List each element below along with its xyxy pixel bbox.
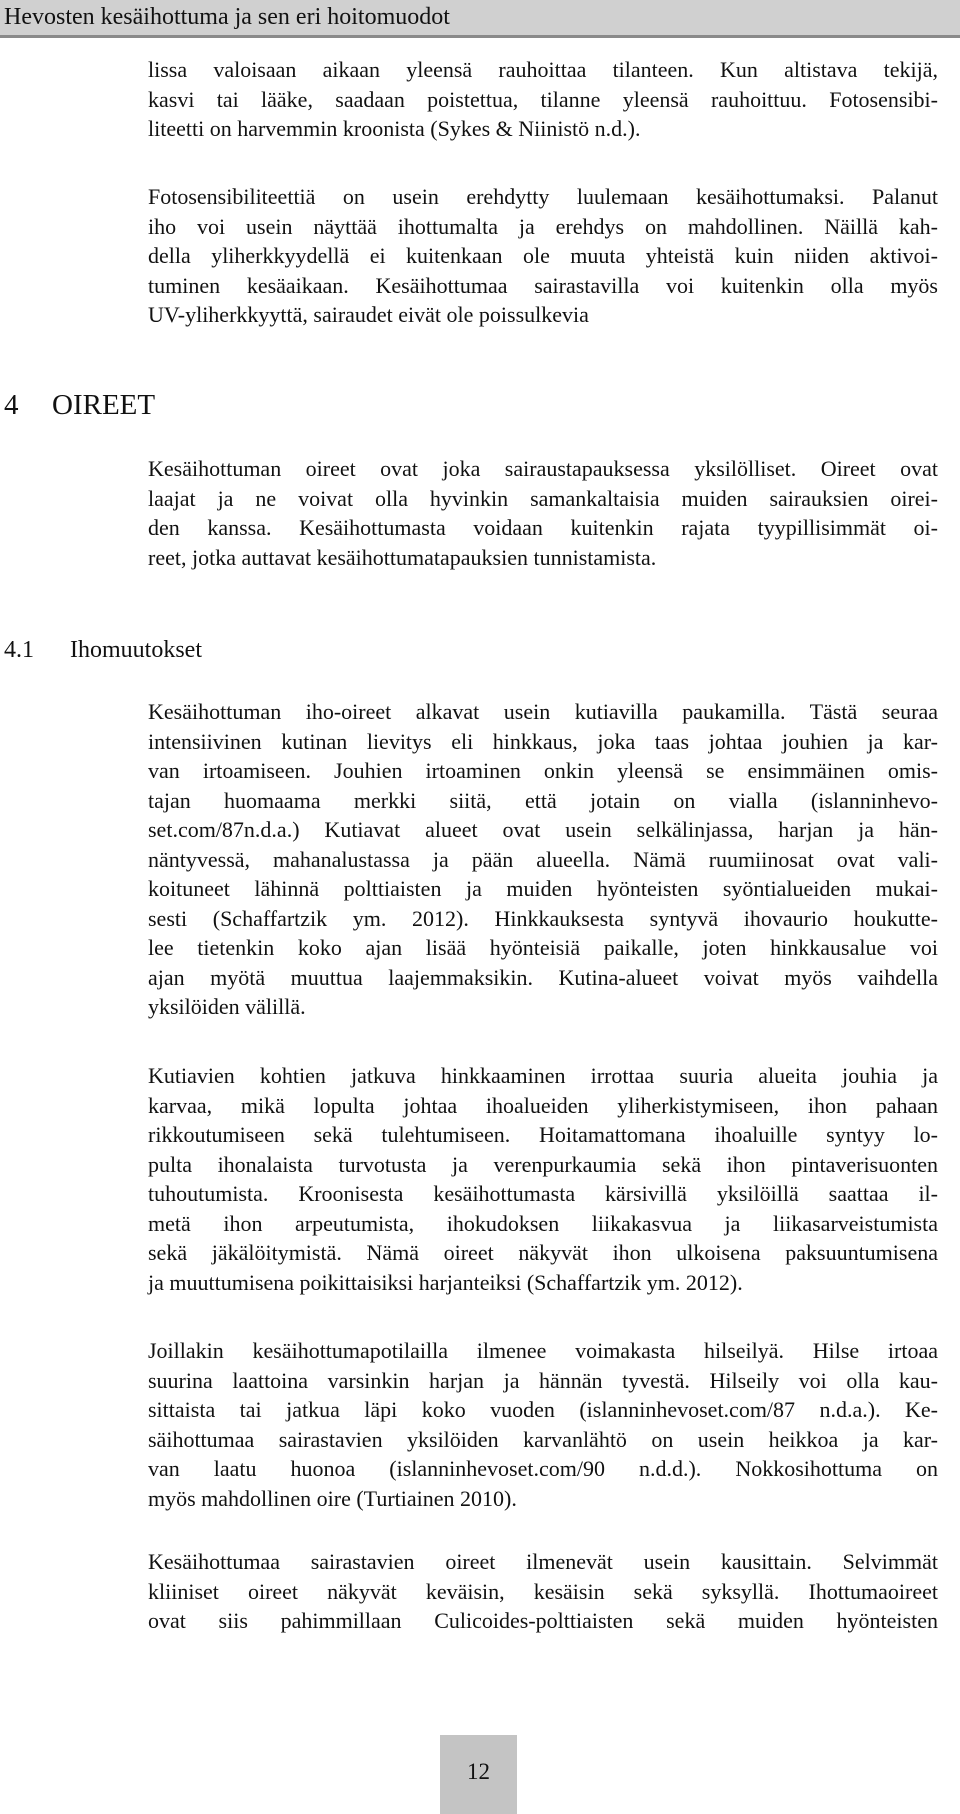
text-line: sesti (Schaffartzik ym. 2012). Hinkkauksesta syntyvä ihovaurio houkutte-: [148, 905, 938, 931]
text-line: suurina laattoina varsinkin harjan ja hännän tyvestä. Hilseily voi olla kau-: [148, 1367, 938, 1393]
text-line: reet, jotka auttavat kesäihottumatapauksien tunnistamista.: [148, 544, 657, 570]
body-paragraph: [148, 55, 938, 144]
text-line: sittaista tai jatkua läpi koko vuoden (islanninhevoset.com/87 n.d.a.). Ke-: [148, 1397, 938, 1422]
text-line: UV-yliherkkyyttä, sairaudet eivät ole poissulkevia: [148, 302, 589, 327]
text-line: ajan myötä muuttua laajemmaksikin. Kutina-alueet voivat myös vaihdella: [148, 964, 938, 990]
text-line: Kesäihottuman iho-oireet alkavat usein kutiavilla paukamilla. Tästä seuraa: [148, 699, 938, 724]
text-line: tuhoutumista. Kroonisesta kesäihottumasta kärsivillä yksilöillä saattaa il-: [148, 1181, 938, 1206]
text-line: tajan huomaama merkki siitä, että jotain on vialla (islanninhevo-: [148, 787, 938, 813]
text-line: ovat siis pahimmillaan Culicoides-polttiaisten sekä muiden hyönteisten: [148, 1608, 938, 1633]
text-line: Joillakin kesäihottumapotilailla ilmenee voimakasta hilseilyä. Hilse irtoaa: [148, 1338, 938, 1363]
text-line: van laatu huonoa (islanninhevoset.com/90 n.d.d.). Nokkosihottuma on: [148, 1456, 938, 1481]
text-line: kasvi tai lääke, saadaan poistettua, tilanne yleensä rauhoittuu. Fotosensibi-: [148, 86, 938, 112]
subsection-title: Ihomuutokset: [70, 637, 202, 663]
text-line: Kutiavien kohtien jatkuva hinkkaaminen irrottaa suuria alueita jouhia ja: [148, 1063, 938, 1088]
text-line: della yliherkkyydellä ei kuitenkaan ole muuta yhteistä kuin niiden aktivoi-: [148, 243, 938, 268]
text-line: lissa valoisaan aikaan yleensä rauhoittaa tilanteen. Kun altistava tekijä,: [148, 57, 938, 82]
text-line: Kesäihottuman oireet ovat joka sairaustapauksessa yksilölliset. Oireet ovat: [148, 456, 938, 481]
body-paragraph: [148, 454, 938, 572]
text-line: karvaa, mikä lopulta johtaa ihoalueiden yliherkistymiseen, ihon pahaan: [148, 1092, 938, 1118]
section-heading: [4, 387, 155, 423]
text-line: lee tietenkin koko ajan lisää hyönteisiä paikalle, joten hinkkausalue voi: [148, 935, 938, 960]
text-line: kliiniset oireet näkyvät keväisin, kesäisin sekä syksyllä. Ihottumaoireet: [148, 1578, 938, 1604]
text-line: laajat ja ne voivat olla hyvinkin samankaltaisia muiden sairauksien oirei-: [148, 485, 938, 511]
body-paragraph: [148, 1547, 938, 1636]
text-line: liteetti on harvemmin kroonista (Sykes & Niinistö n.d.).: [148, 116, 641, 141]
text-line: set.com/87n.d.a.) Kutiavat alueet ovat usein selkälinjassa, harjan ja hän-: [148, 817, 938, 842]
text-line: säihottumaa sairastavien yksilöiden karvanlähtö on usein heikkoa ja kar-: [148, 1426, 938, 1452]
body-paragraph: [148, 182, 938, 330]
text-line: rikkoutumiseen sekä tulehtumiseen. Hoitamattomana ihoaluille syntyy lo-: [148, 1122, 938, 1147]
text-line: sekä jäkälöitymistä. Nämä oireet näkyvät ihon ulkoisena paksuuntumisena: [148, 1240, 938, 1265]
text-line: myös mahdollinen oire (Turtiainen 2010).: [148, 1485, 517, 1511]
section-number: 4: [4, 389, 19, 421]
page-number-box: [440, 1735, 517, 1814]
text-line: intensiivinen kutinan lievitys eli hinkkaus, joka taas johtaa jouhien ja kar-: [148, 728, 938, 754]
subsection-heading: [4, 635, 202, 665]
text-line: koituneet lähinnä polttiaisten ja muiden hyönteisten syöntialueiden mukai-: [148, 876, 938, 901]
text-line: metä ihon arpeutumista, ihokudoksen liikakasvua ja liikasarveistumista: [148, 1210, 938, 1236]
text-line: iho voi usein näyttää ihottumalta ja erehdys on mahdollinen. Näillä kah-: [148, 213, 938, 239]
text-line: den kanssa. Kesäihottumasta voidaan kuitenkin rajata tyypillisimmät oi-: [148, 515, 938, 540]
body-paragraph: [148, 1061, 938, 1297]
section-title: OIREET: [52, 389, 156, 421]
text-line: Fotosensibiliteettiä on usein erehdytty luulemaan kesäihottumaksi. Palanut: [148, 184, 938, 209]
running-header-title: Hevosten kesäihottuma ja sen eri hoitomuodot: [4, 4, 450, 30]
body-paragraph: [148, 697, 938, 1022]
text-line: yksilöiden välillä.: [148, 994, 306, 1019]
body-paragraph: [148, 1336, 938, 1513]
page-number: 12: [467, 1759, 490, 1784]
text-line: pulta ihonalaista turvotusta ja verenpurkaumia sekä ihon pintaverisuonten: [148, 1151, 938, 1177]
text-line: näntyvessä, mahanalustassa ja pään alueella. Nämä ruumiinosat ovat vali-: [148, 846, 938, 872]
running-header: [0, 0, 960, 38]
text-line: ja muuttumisena poikittaisiksi harjanteiksi (Schaffartzik ym. 2012).: [148, 1269, 743, 1295]
text-line: tuminen kesäaikaan. Kesäihottumaa sairastavilla voi kuitenkin olla myös: [148, 272, 938, 298]
text-line: Kesäihottumaa sairastavien oireet ilmenevät usein kausittain. Selvimmät: [148, 1549, 938, 1574]
text-line: van irtoamiseen. Jouhien irtoaminen onkin yleensä se ensimmäinen omis-: [148, 758, 938, 783]
subsection-number: 4.1: [4, 637, 34, 663]
